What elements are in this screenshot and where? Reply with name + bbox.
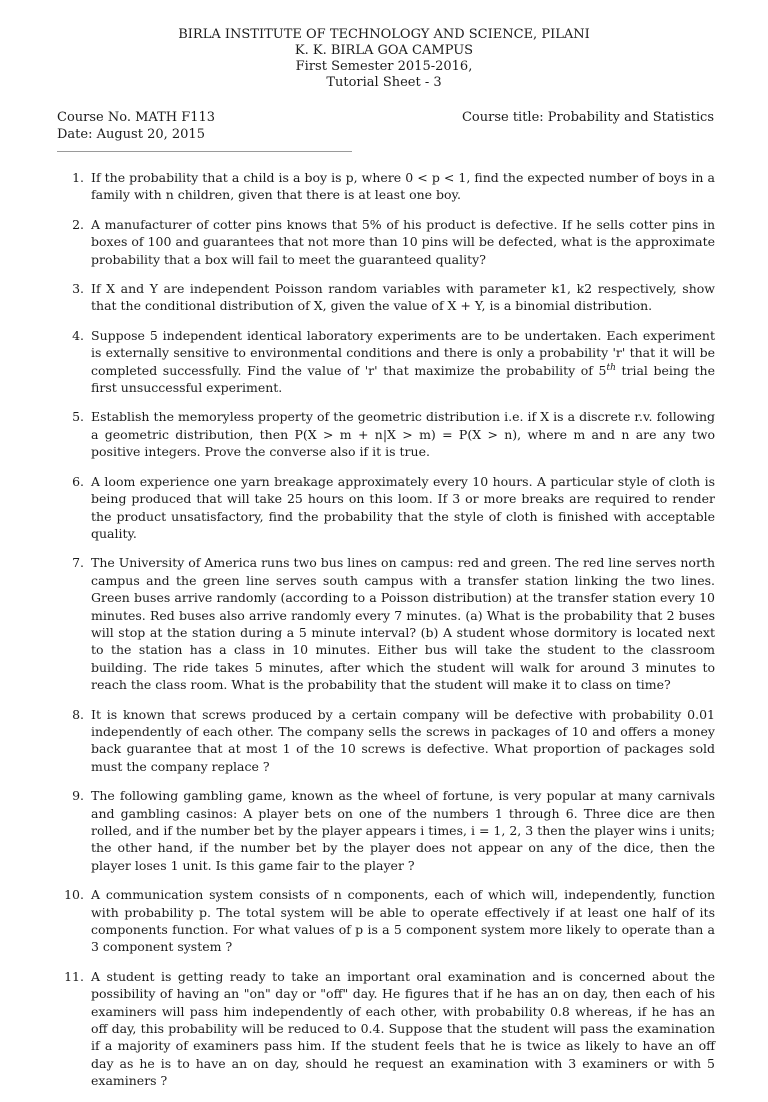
- problem-text: The University of America runs two bus lines on campus: red and green. The red line serves north campus and the green line serves south campus with a transfer station linking the two lines. Green buses arrive randomly (according to a Poisson distribution) at the transfer station every 10 minutes. Red buses also arrive randomly every 7 minutes. (a) What is the probability that 2 buses will stop at the station during a 5 minute interval? (b) A student whose dormitory is located next to the station has a class in 10 minutes. Either bus will take the student to the classroom building. The ride takes 5 minutes, after which the student will walk for around 3 minutes to reach the class room. What is the probability that the student will make it to class on time?: [91, 555, 715, 693]
- problem-number: 1.: [72, 170, 84, 185]
- problem-number: 2.: [72, 216, 84, 232]
- problem-item: [0, 886, 768, 956]
- problem-number: 11.: [64, 968, 84, 984]
- problem-number: 10.: [64, 887, 84, 903]
- problem-number: 7.: [72, 555, 84, 571]
- problem-text-part: Suppose 5 independent identical laboratory experiments are to be undertaken. Each experiment is externally sensitive to environmental conditions and there is only a probability 'r' that it will be completed successfully. Find the value of 'r' that maximize the probability of 5: [91, 327, 715, 378]
- problem-number: 4.: [72, 327, 84, 343]
- course-title: Course title: Probability and Statistics: [461, 110, 714, 125]
- problem-text-part: trial being the first unsuccessful experiment.: [91, 362, 715, 396]
- problem-item: [0, 787, 768, 874]
- problem-item: [0, 169, 768, 204]
- problem-item: [0, 216, 768, 268]
- header-divider: [57, 151, 352, 152]
- campus-name: K. K. BIRLA GOA CAMPUS: [294, 43, 474, 58]
- problem-number: 8.: [72, 706, 84, 722]
- problem-item: [0, 327, 768, 397]
- problem-item: [0, 408, 768, 460]
- problem-item: [0, 280, 768, 315]
- problem-number: 3.: [72, 281, 84, 297]
- problem-text: A communication system consists of n components, each of which will, independently, function with probability p. The total system will be able to operate effectively if at least one half of its components function. For what values of p is a 5 component system more likely to operate than a 3 component system ?: [91, 887, 715, 955]
- problem-item: [0, 968, 768, 1090]
- institute-name: BIRLA INSTITUTE OF TECHNOLOGY AND SCIENCE, PILANI: [178, 27, 590, 42]
- document-header: [0, 27, 768, 91]
- problem-text: If the probability that a child is a boy is p, where 0 < p < 1, find the expected number of boys in a family with n children, given that there is at least one boy.: [91, 170, 715, 203]
- problem-item: [0, 554, 768, 693]
- problem-text: Establish the memoryless property of the geometric distribution i.e. if X is a discrete r.v. following a geometric distribution, then P(X > m + n|X > m) = P(X > n), where m and n are any two positive integers. Prove the converse also if it is true.: [91, 409, 715, 460]
- problem-number: 5.: [72, 409, 84, 425]
- problem-text: A student is getting ready to take an important oral examination and is concerned about the possibility of having an "on" day or "off" day. He figures that if he has an on day, then each of his examiners will pass him independently of each other, with probability 0.8 whereas, if he has an off day, this probability will be reduced to 0.4. Suppose that the student will pass the examination if a majority of examiners pass him. If the student feels that he is twice as likely to have an off day as he is to have an on day, should he request an examination with 3 examiners or with 5 examiners ?: [91, 968, 715, 1089]
- superscript-th: th: [606, 362, 616, 373]
- problem-text: A loom experience one yarn breakage approximately every 10 hours. A particular style of cloth is being produced that will take 25 hours on this loom. If 3 or more breaks are required to render the product unsatisfactory, find the probability that the style of cloth is finished with acceptable quality.: [91, 473, 715, 541]
- problem-text: It is known that screws produced by a certain company will be defective with probability 0.01 independently of each other. The company sells the screws in packages of 10 and offers a money back guarantee that at most 1 of the 10 screws is defective. What proportion of packages sold must the company replace ?: [91, 706, 715, 774]
- sheet-title: Tutorial Sheet - 3: [326, 75, 442, 90]
- course-number: Course No. MATH F113: [57, 110, 216, 125]
- date-line: Date: August 20, 2015: [57, 127, 205, 142]
- course-meta-right: [462, 109, 714, 126]
- problem-text: The following gambling game, known as the wheel of fortune, is very popular at many carnivals and gambling casinos: A player bets on one of the numbers 1 through 6. Three dice are then rolled, and if the number bet by the player appears i times, i = 1, 2, 3 then the player wins i units; the other hand, if the number bet by the player does not appear on any of the dice, then the player loses 1 unit. Is this game fair to the player ?: [91, 788, 715, 873]
- semester-line: First Semester 2015-2016,: [295, 59, 473, 74]
- problem-number: 9.: [72, 788, 84, 804]
- problem-number: 6.: [72, 473, 84, 489]
- course-meta-left: [57, 109, 215, 143]
- problem-text: If X and Y are independent Poisson random variables with parameter k1, k2 respectively, show that the conditional distribution of X, given the value of X + Y, is a binomial distribution.: [91, 281, 715, 314]
- problem-item: [0, 473, 768, 543]
- problem-list: [0, 169, 768, 1102]
- problem-item: [0, 706, 768, 776]
- problem-text: A manufacturer of cotter pins knows that 5% of his product is defective. If he sells cotter pins in boxes of 100 and guarantees that not more than 10 pins will be defected, what is the approximate probability that a box will fail to meet the guaranteed quality?: [91, 216, 715, 267]
- problem-text: [91, 327, 715, 397]
